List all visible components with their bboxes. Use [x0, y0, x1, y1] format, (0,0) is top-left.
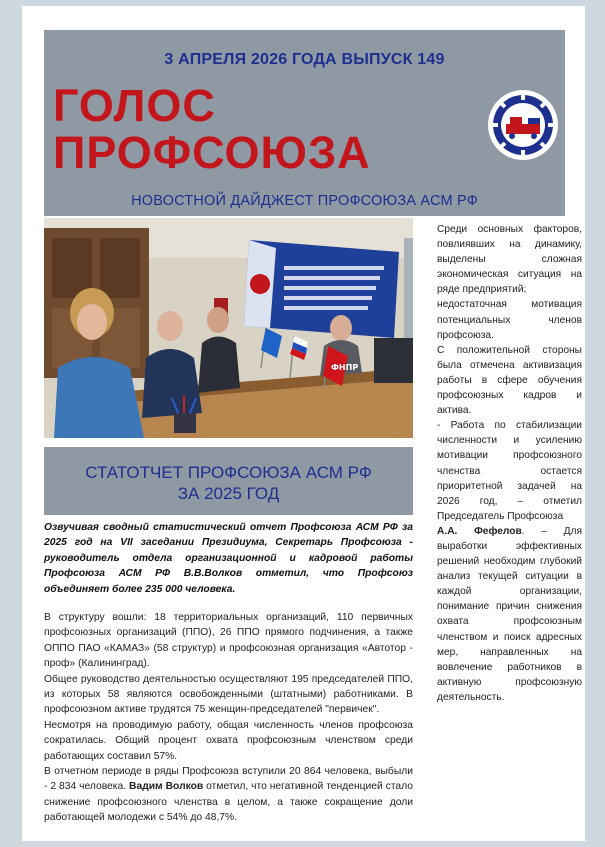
paragraph-text: В отчетном периоде в ряды Профсоюза вступили 20 864 человека, выбыли - 2 834 человека.	[44, 766, 413, 793]
newsletter-page	[22, 6, 585, 841]
right-column-paragraph: недостаточная мотивация потенциальных членов профсоюза.	[437, 299, 582, 341]
masthead	[44, 30, 565, 216]
speaker-name: Вадим Волков	[129, 781, 204, 793]
paragraph-text: отметил, что негативной тенденцией стало снижение профсоюзного членства в целом, а также сокращение доли работающей молодежи с 54% до 48,7%.	[44, 781, 414, 824]
right-column-paragraph	[437, 524, 582, 705]
flag-label: ФНПР	[331, 363, 359, 372]
article-paragraph: Общее руководство деятельностью осуществляют 195 председателей ППО, из которых 58 являются освобожденными (штатными) работниками. В профсоюзном активе трудятся 75 женщин-председателей "первичек".	[44, 673, 413, 716]
title-line-1: ГОЛОС	[53, 80, 216, 131]
right-column-paragraph: - Работа по стабилизации численности и усилению мотивации профсоюзного членства остается приоритетной задачей на 2026 год, – отметил Председатель Профсоюза	[437, 420, 582, 522]
article-heading	[44, 462, 413, 504]
issue-line: 3 АПРЕЛЯ 2026 ГОДА ВЫПУСК 149	[164, 51, 445, 68]
chairman-name: А.А. Фефелов	[437, 525, 522, 537]
union-gear-logo-icon	[486, 88, 560, 162]
right-column-paragraph: С положительной стороны была отмечена активизация работы в сфере обучения профсоюзных кадров и актива.	[437, 344, 582, 417]
newsletter-title	[53, 82, 371, 176]
meeting-photo	[44, 218, 413, 438]
article-paragraph: В структуру вошли: 18 территориальных организаций, 110 первичных профсоюзных организаций (ППО), 26 ППО прямого подчинения, а также ОППО ПАО «КАМАЗ» (58 структур) и профсоюзная организация «Автотор - проф» (Калининград).	[44, 612, 413, 670]
right-column-paragraph: Среди основных факторов, повлиявших на динамику, выделены сложная экономическая ситуация на ряде предприятий;	[437, 224, 582, 296]
paragraph-text: . – Для выработки эффективных решений необходим глубокий анализ текущей ситуации в каждой организации, понимание причин снижения охвата профсоюзным членством и поиск адресных мер, направленных на вовлечение работников в активную профсоюзную деятельность.	[437, 525, 582, 703]
article-heading-line-2: ЗА 2025 ГОД	[177, 484, 280, 503]
article-paragraph	[44, 764, 413, 826]
newsletter-subtitle: НОВОСТНОЙ ДАЙДЖЕСТ ПРОФСОЮЗА АСМ РФ	[131, 193, 478, 209]
article-paragraph: Несмотря на проводимую работу, общая численность членов профсоюза сократилась. Общий процент охвата профсоюзным членством среди работающих составил 57%.	[44, 719, 413, 762]
article-heading-line-1: СТАТОТЧЕТ ПРОФСОЮЗА АСМ РФ	[85, 463, 372, 482]
right-column	[437, 222, 582, 705]
article-body	[44, 610, 413, 826]
article-heading-box	[44, 447, 413, 515]
title-line-2: ПРОФСОЮЗА	[53, 127, 371, 178]
article-lead: Озвучивая сводный статистический отчет Профсоюза АСМ РФ за 2025 год на VII заседании Президиума, Секретарь Профсоюза - руководитель отдела организационной и кадровой работы Профсоюза АСМ РФ В.В.Волков отметил, что Профсоюз объединяет более 235 000 человека.	[44, 522, 413, 595]
